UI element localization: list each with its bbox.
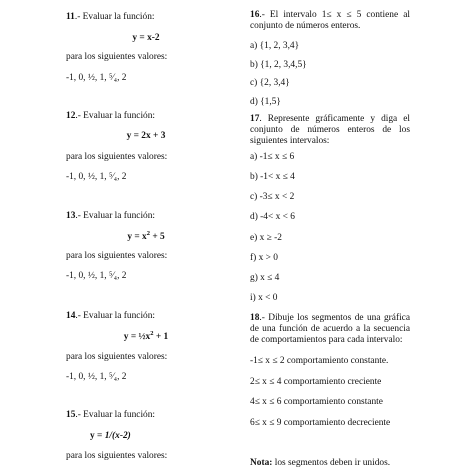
problem-14-number: 14 <box>66 311 76 321</box>
problem-17-option: i) x < 0 <box>250 293 278 303</box>
note <box>250 458 390 469</box>
problem-13-instruction: .- Evaluar la función: <box>75 211 156 221</box>
problem-11-values-label: para los siguientes valores: <box>66 52 168 62</box>
problem-15-instruction: .- Evaluar la función: <box>75 410 156 420</box>
problem-14-values-label: para los siguientes valores: <box>66 352 168 362</box>
problem-14-formula: $y = \frac{1}{2}x^2 + 1$ <box>123 329 169 342</box>
note-text: los segmentos deben ir unidos. <box>272 458 391 468</box>
problem-13-values-label: para los siguientes valores: <box>66 251 168 261</box>
problem-11-heading <box>66 12 155 23</box>
problem-18-statement <box>250 313 410 346</box>
problem-17-option: g) x ≤ 4 <box>250 273 280 283</box>
problem-17-option: c) -3≤ x < 2 <box>250 192 295 202</box>
problem-18-item: 6≤ x ≤ 9 comportamiento decreciente <box>250 418 391 428</box>
problem-18-number: 18 <box>250 313 260 323</box>
problem-15-number: 15 <box>66 410 76 420</box>
problem-16-option: b) {1, 2, 3,4,5} <box>250 60 307 70</box>
problem-16-statement <box>250 10 410 32</box>
problem-14-heading <box>66 311 155 322</box>
problem-12-formula: y = 2x + 3 <box>126 131 166 141</box>
problem-12-heading <box>66 111 155 122</box>
problem-15-heading <box>66 410 155 421</box>
problem-18-item: -1≤ x ≤ 2 comportamiento constante. <box>250 356 389 366</box>
problem-11-instruction: .- Evaluar la función: <box>74 12 155 22</box>
problem-17-number: 17 <box>250 114 260 124</box>
problem-17-option: f) x > 0 <box>250 253 278 263</box>
problem-13-values: -1, 0, ½, 1, ⁵⁄₄, 2 <box>66 271 127 281</box>
problem-18-text: .- Dibuje los segmentos de una gráfica de una función de acuerdo a la secuencia de comportamientos para cada intervalo: <box>250 313 410 345</box>
problem-11-number: 11 <box>66 12 75 22</box>
problem-12-number: 12 <box>66 111 76 121</box>
problem-13-heading <box>66 211 155 222</box>
problem-17-option: e) x ≥ -2 <box>250 233 282 243</box>
problem-16-number: 16 <box>250 10 260 20</box>
problem-17-text: . Represente gráficamente y diga el conjunto de números enteros de los siguientes intervalos: <box>250 114 410 146</box>
problem-13-number: 13 <box>66 211 76 221</box>
problem-17-option: b) -1< x ≤ 4 <box>250 172 295 182</box>
problem-14-values: -1, 0, ½, 1, ⁵⁄₄, 2 <box>66 372 127 382</box>
problem-12-values-label: para los siguientes valores: <box>66 152 168 162</box>
problem-17-statement <box>250 114 410 147</box>
problem-12-values: -1, 0, ½, 1, ⁵⁄₄, 2 <box>66 172 127 182</box>
problem-17-option: a) -1≤ x ≤ 6 <box>250 152 295 162</box>
problem-12-instruction: .- Evaluar la función: <box>75 111 156 121</box>
problem-13-formula: $y = x^2 + 5$ <box>127 229 165 242</box>
problem-16-option: a) {1, 2, 3,4} <box>250 41 300 51</box>
problem-11-formula: y = x-2 <box>132 33 160 43</box>
note-label: Nota: <box>250 458 273 468</box>
problem-15-formula: y = 1/(x-2) <box>90 431 131 441</box>
problem-16-option: c) {2, 3,4} <box>250 78 290 88</box>
problem-15-values-label: para los siguientes valores: <box>66 451 168 461</box>
problem-14-instruction: .- Evaluar la función: <box>75 311 156 321</box>
problem-17-option: d) -4< x < 6 <box>250 212 295 222</box>
problem-18-item: 4≤ x ≤ 6 comportamiento constante <box>250 397 383 407</box>
problem-16-option: d) {1,5} <box>250 97 281 107</box>
problem-16-text: .- El intervalo 1≤ x ≤ 5 contiene al conjunto de números enteros. <box>250 10 410 31</box>
problem-11-values: -1, 0, ½, 1, ⁵⁄₄, 2 <box>66 73 127 83</box>
problem-18-item: 2≤ x ≤ 4 comportamiento creciente <box>250 377 382 387</box>
